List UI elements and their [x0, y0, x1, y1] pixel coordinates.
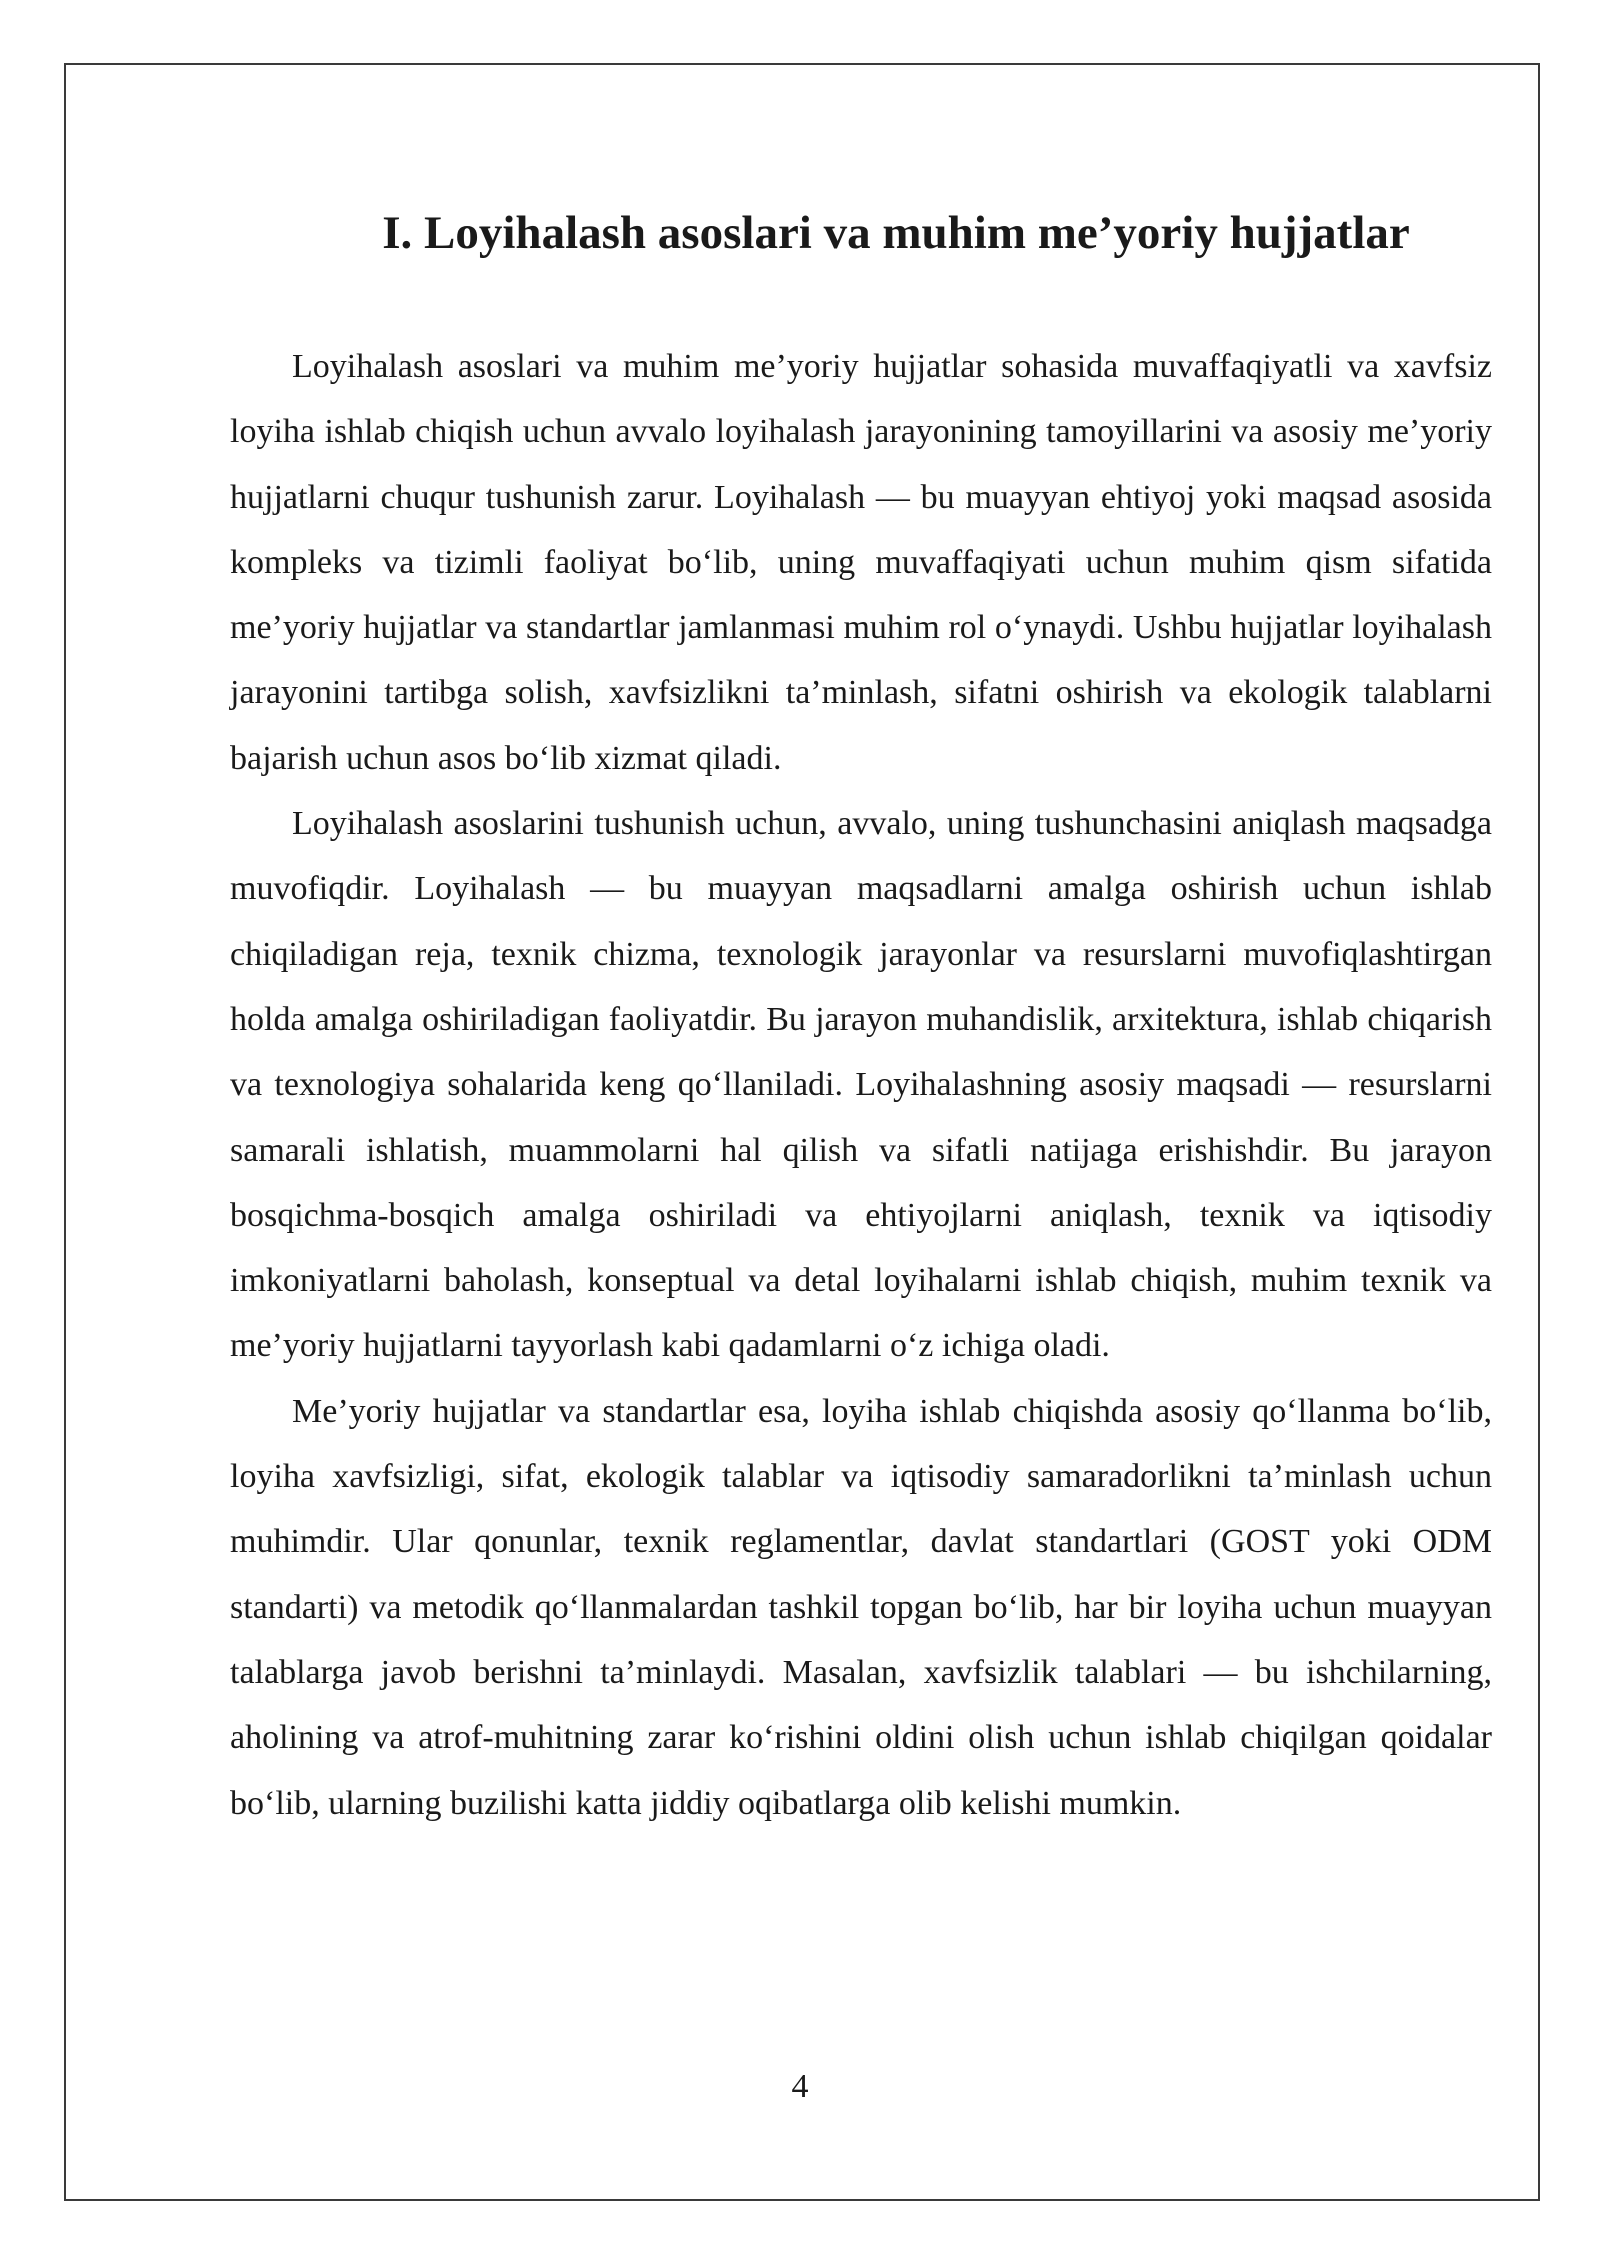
body-text — [230, 334, 1492, 1836]
section-title: I. Loyihalash asoslari va muhim me’yoriy hujjatlar — [382, 207, 1410, 259]
page-number: 4 — [791, 2068, 809, 2105]
paragraph-3: Me’yoriy hujjatlar va standartlar esa, loyiha ishlab chiqishda asosiy qo‘llanma bo‘lib, loyiha xavfsizligi, sifat, ekologik talablar va iqtisodiy samaradorlikni ta’minlash uchun muhimdir. Ular qonunlar, texnik reglamentlar, davlat standartlari (GOST yoki ODM standarti) va metodik qo‘llanmalardan tashkil topgan bo‘lib, har bir loyiha uchun muayyan talablarga javob berishni ta’minlaydi. Masalan, xavfsizlik talablari — bu ishchilarning, aholining va atrof-muhitning zarar ko‘rishini oldini olish uchun ishlab chiqilgan qoidalar bo‘lib, ularning buzilishi katta jiddiy oqibatlarga olib kelishi mumkin. — [230, 1392, 1492, 1822]
paragraph-2: Loyihalash asoslarini tushunish uchun, avvalo, uning tushunchasini aniqlash maqsadga muvofiqdir. Loyihalash — bu muayyan maqsadlarni amalga oshirish uchun ishlab chiqiladigan reja, texnik chizma, texnologik jarayonlar va resurslarni muvofiqlashtirgan holda amalga oshiriladigan faoliyatdir. Bu jarayon muhandislik, arxitektura, ishlab chiqarish va texnologiya sohalarida keng qo‘llaniladi. Loyihalashning asosiy maqsadi — resurslarni samarali ishlatish, muammolarni hal qilish va sifatli natijaga erishishdir. Bu jarayon bosqichma-bosqich amalga oshiriladi va ehtiyojlarni aniqlash, texnik va iqtisodiy imkoniyatlarni baholash, konseptual va detal loyihalarni ishlab chiqish, muhim texnik va me’yoriy hujjatlarni tayyorlash kabi qadamlarni o‘z ichiga oladi. — [230, 805, 1492, 1365]
page-content — [230, 200, 1492, 1836]
paragraph-1: Loyihalash asoslari va muhim me’yoriy hujjatlar sohasida muvaffaqiyatli va xavfsiz loyiha ishlab chiqish uchun avvalo loyihalash jarayonining tamoyillarini va asosiy me’yoriy hujjatlarni chuqur tushunish zarur. Loyihalash — bu muayyan ehtiyoj yoki maqsad asosida kompleks va tizimli faoliyat bo‘lib, uning muvaffaqiyati uchun muhim qism sifatida me’yoriy hujjatlar va standartlar jamlanmasi muhim rol o‘ynaydi. Ushbu hujjatlar loyihalash jarayonini tartibga solish, xavfsizlikni ta’minlash, sifatni oshirish va ekologik talablarni bajarish uchun asos bo‘lib xizmat qiladi. — [230, 348, 1492, 777]
